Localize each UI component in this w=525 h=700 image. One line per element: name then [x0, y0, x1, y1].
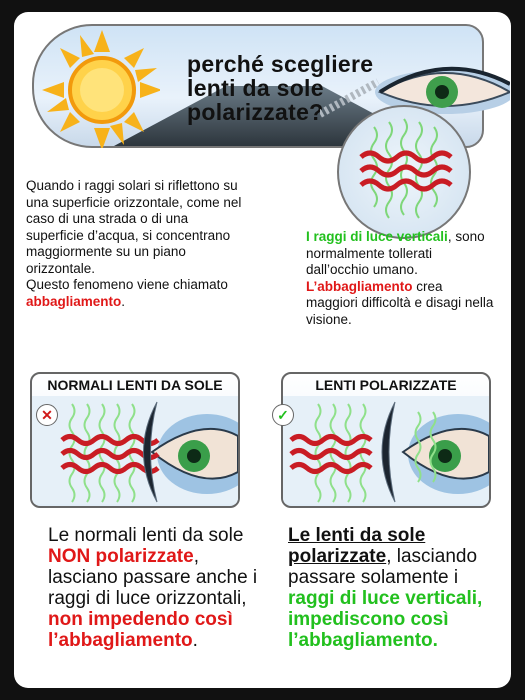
intro-line: una superficie orizzontale, come nel [26, 194, 242, 210]
hero-title-line: polarizzate? [187, 99, 324, 125]
panel-title: LENTI POLARIZZATE [315, 377, 457, 393]
desc-text: , lasciano passare anche i raggi di luce orizzontali, [48, 546, 258, 609]
intro-line: caso di una strada o di una [26, 211, 189, 226]
not-polarized-highlight: NON polarizzate [48, 546, 194, 567]
cross-icon: ✕ [36, 404, 58, 426]
vertical-rays-highlight: I raggi di luce verticali [306, 229, 448, 244]
side-note [306, 229, 496, 328]
normal-lens-illustration [32, 396, 238, 504]
sun-icon [40, 28, 160, 148]
desc-text: , lasciando passare solamente i [288, 546, 478, 588]
intro-line: orizzontale. [26, 260, 96, 276]
side-note-text: crea maggiori difficoltà e disagi nella visione. [306, 278, 494, 327]
glare-highlight: abbagliamento [26, 293, 122, 309]
intro-paragraph [26, 178, 304, 310]
glare-warning-highlight: non impedendo così l’abbagliamento [48, 609, 233, 651]
polarized-lenses-description [288, 525, 503, 651]
intro-line [26, 294, 304, 311]
vertical-rays-highlight: raggi di luce verticali, impediscono così l’abbagliamento. [288, 588, 483, 651]
hero-title-line: perché scegliere [187, 51, 374, 77]
glare-highlight: L’abbagliamento [306, 278, 413, 294]
intro-line: Quando i raggi solari si riflettono su [26, 178, 238, 193]
normal-lenses-description [48, 525, 268, 651]
desc-text: Le normali lenti da sole [48, 525, 244, 546]
wave-magnifier [337, 105, 471, 239]
panel-title: NORMALI LENTI DA SOLE [47, 377, 223, 393]
hero-title-line: lenti da sole [187, 75, 324, 101]
polarized-lenses-heading: Le lenti da sole polarizzate [288, 525, 426, 567]
panel-polarized-lenses [281, 372, 491, 508]
panel-normal-lenses [30, 372, 240, 508]
intro-line: Questo fenomeno viene chiamato [26, 277, 228, 292]
intro-line: maggiormente su un piano [26, 244, 186, 259]
light-waves-illustration [339, 107, 469, 237]
intro-line: superficie d’acqua, si concentrano [26, 227, 231, 243]
desc-text: . [192, 630, 198, 651]
side-note-text: , sono normalmente tollerati dall’occhio umano. [306, 229, 485, 277]
polarized-lens-illustration [283, 396, 489, 504]
check-icon: ✓ [272, 404, 294, 426]
intro-end: . [121, 293, 126, 309]
